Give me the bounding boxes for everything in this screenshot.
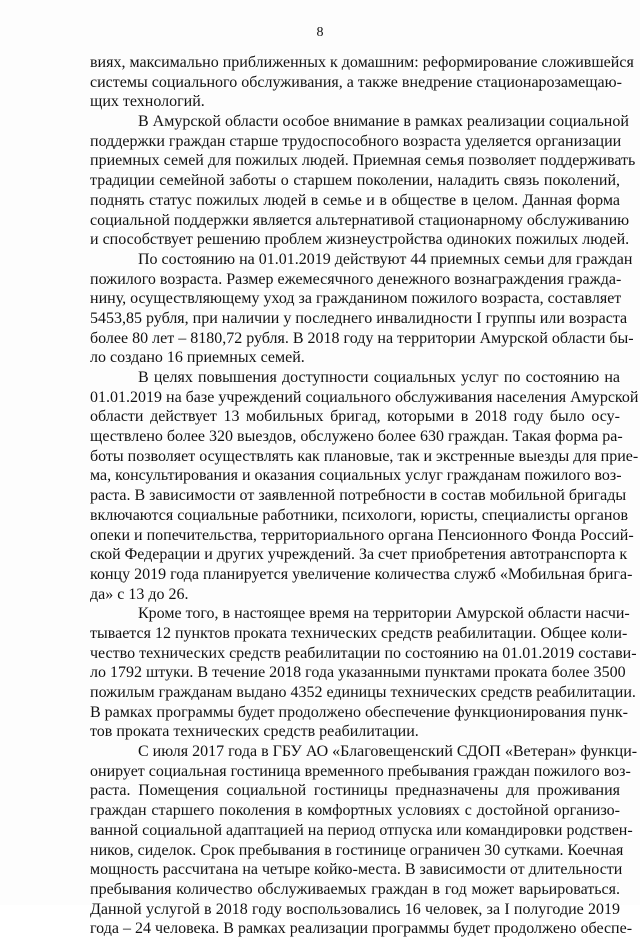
text-line: 5453,85 рубля, при наличии у последнего инвалидности I группы или возраста [90, 309, 628, 327]
text-line: тывается 12 пунктов проката технических средств реабилитации. Общее коли- [90, 624, 628, 642]
text-line: виях, максимально приближенных к домашним: реформирование сложившейся [90, 54, 634, 71]
text-line: опеки и попечительства, территориального органа Пенсионного Фонда Россий- [90, 526, 634, 544]
text-line: ской Федерации и других учреждений. За счет приобретения автотранспорта к [90, 546, 628, 564]
text-line: области действует 13 мобильных бригад, которыми в 2018 году было осу- [90, 408, 620, 426]
text-line: да» с 13 до 26. [90, 585, 189, 603]
text-line: боты позволяет осуществлять как плановые, так и экстренные выезды для прие- [90, 447, 639, 465]
body-text [90, 53, 639, 939]
text-line: В Амурской области особое внимание в рамках реализации социальной [138, 113, 629, 131]
text-line: включаются социальные работники, психологи, юристы, специалисты органов [90, 506, 629, 524]
page-number: 8 [316, 25, 324, 40]
text-line: ло 1792 штуки. В течение 2018 года указанными пунктами проката более 3500 [90, 664, 626, 682]
text-line: мощность рассчитана на четыре койко-места. В зависимости от длительности [90, 861, 623, 879]
text-line: щих технологий. [90, 93, 205, 111]
text-line: традиции семейной заботы о старшем поколении, наладить связь поколений, [90, 172, 620, 190]
text-line: онирует социальная гостиница временного пребывания граждан пожилого воз- [90, 762, 631, 780]
text-line: граждан старшего поколения в комфортных условиях с достойной организо- [90, 802, 620, 820]
text-line: нину, осуществляющему уход за гражданином пожилого возраста, составляет [90, 290, 622, 308]
text-line: ников, сиделок. Срок пребывания в гостинице ограничен 30 сутками. Коечная [90, 841, 624, 859]
text-line: пожилым гражданам выдано 4352 единицы технических средств реабилитации. [90, 684, 636, 701]
text-line: концу 2019 года планируется увеличение количества служб «Мобильная брига- [90, 565, 633, 583]
text-line: С июля 2017 года в ГБУ АО «Благовещенский СДОП «Ветеран» функци- [138, 743, 638, 761]
text-line: Кроме того, в настоящее время на территории Амурской области насчи- [138, 605, 630, 623]
text-line: социальной поддержки является альтернативой стационарному обслуживанию [90, 211, 630, 229]
text-line: пребывания количество обслуживаемых граждан в год может варьироваться. [90, 880, 620, 898]
text-line: системы социального обслуживания, а также внедрение стационарозамещаю- [90, 73, 622, 91]
text-line: ма, консультирования и оказания социальных услуг гражданам пожилого воз- [90, 467, 622, 485]
text-line: В целях повышения доступности социальных услуг по состоянию на [138, 369, 620, 386]
text-line: раста. В зависимости от заявленной потребности в состав мобильной бригады [90, 487, 627, 505]
text-line: раста. Помещения социальной гостиницы предназначены для проживания [90, 782, 620, 800]
text-line: ществлено более 320 выездов, обслужено более 630 граждан. Такая форма ра- [90, 428, 623, 446]
text-line: чество технических средств реабилитации по состоянию на 01.01.2019 состави- [90, 644, 637, 662]
text-line: более 80 лет – 8180,72 рубля. В 2018 году на территории Амурской области бы- [90, 329, 634, 347]
text-line: тов проката технических средств реабилитации. [90, 723, 419, 741]
text-line: приемных семей для пожилых людей. Приемная семья позволяет поддерживать [90, 152, 636, 170]
text-line: Данной услугой в 2018 году воспользовались 16 человек, за I полугодие 2019 [90, 900, 620, 918]
text-line: ло создано 16 приемных семей. [90, 349, 305, 367]
text-line: пожилого возраста. Размер ежемесячного денежного вознаграждения гражда- [90, 270, 622, 288]
text-line: года – 24 человека. В рамках реализации программы будет продолжено обеспе- [90, 920, 633, 938]
text-line: 01.01.2019 на базе учреждений социального обслуживания населения Амурской [90, 388, 639, 406]
text-line: поднять статус пожилых людей в семье и в обществе в целом. Данная форма [90, 191, 620, 209]
text-line: В рамках программы будет продолжено обеспечение функционирования пунк- [90, 703, 628, 721]
text-line: По состоянию на 01.01.2019 действуют 44 приемных семьи для граждан [138, 250, 633, 268]
text-line: и способствует решению проблем жизнеустройства одиноких пожилых людей. [90, 231, 630, 249]
text-line: ванной социальной адаптацией на период отпуска или командировки родствен- [90, 821, 633, 839]
text-line: поддержки граждан старше трудоспособного возраста уделяется организации [90, 132, 622, 150]
